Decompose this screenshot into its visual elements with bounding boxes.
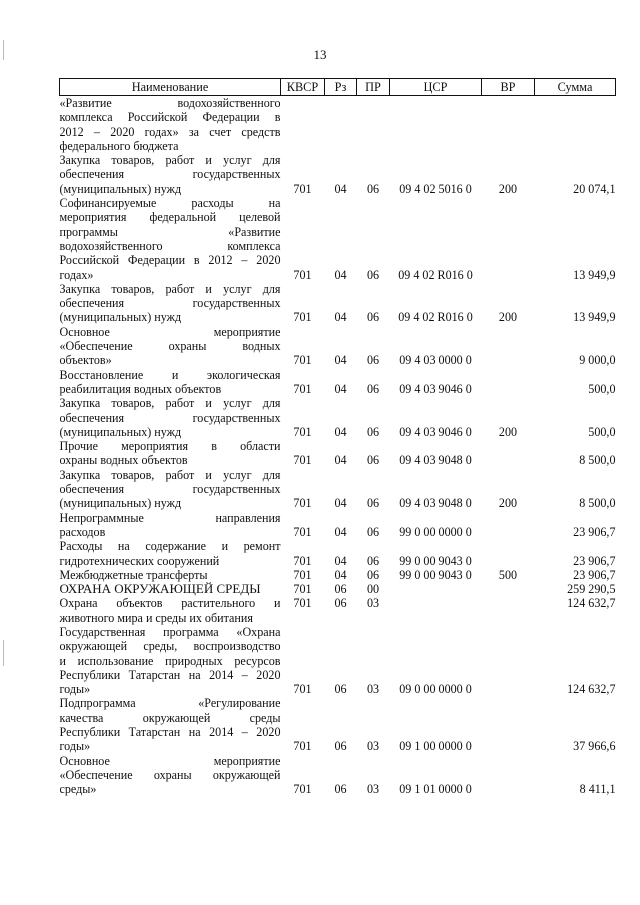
cell-rz: 04 <box>334 267 347 282</box>
table-body <box>60 96 616 797</box>
cell-pr: 00 <box>366 582 380 597</box>
table-row <box>60 568 616 582</box>
cell-rz: 04 <box>334 353 347 368</box>
cell-csr: 09 4 03 9048 0 <box>399 453 472 468</box>
cell-sum: 20 074,1 <box>573 181 616 196</box>
cell-pr: 06 <box>366 567 380 582</box>
row-name-line: комплекса Российской Федерации в <box>59 110 281 125</box>
cell-sum: 124 632,7 <box>567 682 616 697</box>
cell-sum: 23 906,7 <box>573 567 616 582</box>
cell-csr: 09 4 02 5016 0 <box>399 181 472 196</box>
cell-vr: 200 <box>498 496 518 511</box>
cell-vr <box>482 368 535 397</box>
cell-kvsr: 701 <box>293 682 312 697</box>
cell-rz: 04 <box>334 553 347 568</box>
row-name <box>60 96 281 154</box>
cell-pr: 03 <box>366 682 380 697</box>
table-row <box>60 325 616 368</box>
cell-vr <box>482 625 535 696</box>
cell-kvsr: 701 <box>293 310 312 325</box>
row-name-line: реабилитация водных объектов <box>59 381 222 396</box>
row-name-line: качества окружающей среды <box>59 710 281 725</box>
row-name-line: Республики Татарстан на 2014 – 2020 <box>59 667 281 682</box>
table-row <box>60 468 616 511</box>
cell-pr: 06 <box>366 310 380 325</box>
cell-kvsr: 701 <box>293 524 312 539</box>
page-number: 13 <box>313 47 327 62</box>
row-name-line: Закупка товаров, работ и услуг для <box>59 153 281 168</box>
row-name-line: федерального бюджета <box>59 138 179 153</box>
cell-sum <box>535 96 616 154</box>
cell-rz <box>325 96 357 154</box>
table-row <box>60 96 616 154</box>
table-row <box>60 539 616 568</box>
row-name-line: животного мира и среды их обитания <box>59 610 253 625</box>
cell-pr: 03 <box>366 782 380 797</box>
cell-vr <box>482 754 535 797</box>
row-name-line: обеспечения государственных <box>59 410 281 425</box>
row-name-line: объектов» <box>59 353 112 368</box>
row-name <box>60 439 281 468</box>
table-row <box>60 368 616 397</box>
cell-kvsr: 701 <box>293 596 312 611</box>
row-name-line: водохозяйственного комплекса <box>59 238 281 253</box>
table-row <box>60 596 616 625</box>
row-name-line: Республики Татарстан на 2014 – 2020 <box>59 725 281 740</box>
column-header-rz: Рз <box>325 79 357 96</box>
row-name <box>60 282 281 325</box>
table-row <box>60 696 616 753</box>
cell-csr: 09 4 02 R016 0 <box>398 267 473 282</box>
cell-rz: 06 <box>334 596 347 611</box>
cell-vr: 200 <box>498 424 518 439</box>
table-row <box>60 625 616 696</box>
cell-sum: 9 000,0 <box>579 353 616 368</box>
cell-rz: 04 <box>334 381 347 396</box>
cell-kvsr: 701 <box>293 453 312 468</box>
cell-rz: 04 <box>334 567 347 582</box>
cell-vr <box>482 582 535 596</box>
row-name <box>60 625 281 696</box>
cell-pr: 06 <box>366 353 380 368</box>
cell-rz: 04 <box>334 524 347 539</box>
cell-vr <box>482 696 535 753</box>
row-name-line: «Развитие водохозяйственного <box>59 96 281 110</box>
row-name-line: и использование природных ресурсов <box>59 653 281 668</box>
row-name <box>60 511 281 540</box>
row-name-line: (муниципальных) нужд <box>59 310 182 325</box>
row-name <box>60 568 281 582</box>
row-name <box>60 396 281 439</box>
column-header-kvsr: КВСР <box>281 79 325 96</box>
row-name-line: Государственная программа «Охрана <box>59 624 281 639</box>
row-name <box>60 468 281 511</box>
cell-pr: 06 <box>366 424 380 439</box>
column-header-name: Наименование <box>60 79 281 96</box>
cell-rz: 04 <box>334 310 347 325</box>
cell-sum: 8 411,1 <box>579 782 616 797</box>
row-name <box>60 582 281 596</box>
row-name-line: Софинансируемые расходы на <box>59 196 281 211</box>
row-name <box>60 754 281 797</box>
cell-vr <box>482 96 535 154</box>
row-name <box>60 153 281 196</box>
cell-sum: 124 632,7 <box>567 596 616 611</box>
table-row <box>60 282 616 325</box>
cell-csr <box>390 596 482 625</box>
column-header-pr: ПР <box>357 79 390 96</box>
cell-vr <box>482 511 535 540</box>
cell-sum: 13 949,9 <box>573 310 616 325</box>
row-name-line: ОХРАНА ОКРУЖАЮЩЕЙ СРЕДЫ <box>59 581 261 597</box>
row-name-line: Охрана объектов растительного и <box>59 596 281 611</box>
budget-table <box>59 78 616 797</box>
cell-sum: 500,0 <box>588 424 616 439</box>
cell-csr: 99 0 00 9043 0 <box>399 553 472 568</box>
row-name-line: годах» <box>59 267 94 282</box>
cell-csr: 09 0 00 0000 0 <box>399 682 472 697</box>
row-name-line: расходов <box>59 524 106 539</box>
row-name-line: (муниципальных) нужд <box>59 424 182 439</box>
cell-pr: 06 <box>366 524 380 539</box>
cell-pr: 06 <box>366 267 380 282</box>
row-name-line: гидротехнических сооружений <box>59 553 220 568</box>
row-name-line: 2012 – 2020 годах» за счет средств <box>59 124 281 139</box>
column-header-vr: ВР <box>482 79 535 96</box>
cell-csr: 09 4 03 9048 0 <box>399 496 472 511</box>
table-row <box>60 439 616 468</box>
cell-csr: 09 4 03 9046 0 <box>399 424 472 439</box>
cell-csr: 99 0 00 0000 0 <box>399 524 472 539</box>
cell-rz: 04 <box>334 181 347 196</box>
cell-vr <box>482 439 535 468</box>
row-name-line: «Обеспечение охраны окружающей <box>59 767 281 782</box>
cell-kvsr: 701 <box>293 567 312 582</box>
row-name-line: Подпрограмма «Регулирование <box>59 696 281 711</box>
cell-kvsr: 701 <box>293 353 312 368</box>
row-name-line: годы» <box>59 739 91 754</box>
table-row <box>60 754 616 797</box>
row-name-line: программы «Развитие <box>59 224 281 239</box>
cell-sum: 8 500,0 <box>579 453 616 468</box>
cell-sum: 13 949,9 <box>573 267 616 282</box>
cell-kvsr: 701 <box>293 782 312 797</box>
cell-rz: 06 <box>334 739 347 754</box>
row-name-line: Восстановление и экологическая <box>59 367 281 382</box>
cell-kvsr: 701 <box>293 553 312 568</box>
cell-vr <box>482 325 535 368</box>
cell-sum: 8 500,0 <box>579 496 616 511</box>
row-name-line: окружающей среды, воспроизводство <box>59 639 281 654</box>
cell-kvsr <box>281 96 325 154</box>
cell-rz: 06 <box>334 582 347 597</box>
cell-csr: 09 4 02 R016 0 <box>398 310 473 325</box>
table-row <box>60 396 616 439</box>
row-name-line: обеспечения государственных <box>59 482 281 497</box>
table-header-row <box>60 79 616 96</box>
table-row <box>60 196 616 282</box>
cell-vr: 200 <box>498 181 518 196</box>
cell-pr: 03 <box>366 596 380 611</box>
cell-vr <box>482 596 535 625</box>
cell-pr: 06 <box>366 181 380 196</box>
row-name-line: мероприятия федеральной целевой <box>59 210 281 225</box>
cell-sum: 500,0 <box>588 381 616 396</box>
binder-mark-bottom <box>3 640 4 666</box>
column-header-csr: ЦСР <box>390 79 482 96</box>
row-name-line: Закупка товаров, работ и услуг для <box>59 467 281 482</box>
cell-vr <box>482 539 535 568</box>
row-name-line: Расходы на содержание и ремонт <box>59 539 281 554</box>
row-name-line: Основное мероприятие <box>59 753 281 768</box>
cell-csr <box>390 582 482 596</box>
cell-pr <box>357 96 390 154</box>
cell-vr <box>482 196 535 282</box>
cell-sum: 23 906,7 <box>573 553 616 568</box>
table-row <box>60 511 616 540</box>
cell-kvsr: 701 <box>293 424 312 439</box>
cell-rz: 06 <box>334 682 347 697</box>
cell-kvsr: 701 <box>293 496 312 511</box>
row-name <box>60 325 281 368</box>
row-name-line: Основное мероприятие <box>59 324 281 339</box>
cell-kvsr: 701 <box>293 582 312 597</box>
row-name <box>60 539 281 568</box>
row-name-line: Закупка товаров, работ и услуг для <box>59 396 281 411</box>
row-name <box>60 368 281 397</box>
row-name-line: Непрограммные направления <box>59 510 281 525</box>
cell-rz: 04 <box>334 496 347 511</box>
row-name-line: (муниципальных) нужд <box>59 181 182 196</box>
cell-rz: 04 <box>334 453 347 468</box>
row-name-line: (муниципальных) нужд <box>59 496 182 511</box>
row-name-line: Прочие мероприятия в области <box>59 439 281 454</box>
cell-pr: 06 <box>366 553 380 568</box>
cell-kvsr: 701 <box>293 381 312 396</box>
row-name-line: обеспечения государственных <box>59 296 281 311</box>
row-name-line: Российской Федерации в 2012 – 2020 <box>59 253 281 268</box>
cell-sum: 259 290,5 <box>567 582 616 597</box>
row-name <box>60 696 281 753</box>
row-name-line: годы» <box>59 682 91 697</box>
cell-vr: 500 <box>498 567 518 582</box>
table-row <box>60 153 616 196</box>
cell-csr: 09 1 01 0000 0 <box>399 782 472 797</box>
cell-pr: 06 <box>366 381 380 396</box>
row-name-line: «Обеспечение охраны водных <box>59 339 281 354</box>
cell-sum: 37 966,6 <box>573 739 616 754</box>
cell-kvsr: 701 <box>293 739 312 754</box>
row-name <box>60 596 281 625</box>
cell-csr: 99 0 00 9043 0 <box>399 567 472 582</box>
cell-rz: 04 <box>334 424 347 439</box>
cell-kvsr: 701 <box>293 267 312 282</box>
cell-vr: 200 <box>498 310 518 325</box>
cell-pr: 06 <box>366 453 380 468</box>
cell-csr: 09 4 03 9046 0 <box>399 381 472 396</box>
cell-csr <box>390 96 482 154</box>
row-name <box>60 196 281 282</box>
row-name-line: Межбюджетные трансферты <box>59 567 208 582</box>
cell-csr: 09 1 00 0000 0 <box>399 739 472 754</box>
table-row <box>60 582 616 596</box>
row-name-line: Закупка товаров, работ и услуг для <box>59 281 281 296</box>
cell-rz: 06 <box>334 782 347 797</box>
row-name-line: обеспечения государственных <box>59 167 281 182</box>
cell-kvsr: 701 <box>293 181 312 196</box>
cell-pr: 03 <box>366 739 380 754</box>
column-header-sum: Сумма <box>535 79 616 96</box>
cell-pr: 06 <box>366 496 380 511</box>
row-name-line: охраны водных объектов <box>59 453 188 468</box>
cell-sum: 23 906,7 <box>573 524 616 539</box>
row-name-line: среды» <box>59 782 97 797</box>
cell-csr: 09 4 03 0000 0 <box>399 353 472 368</box>
